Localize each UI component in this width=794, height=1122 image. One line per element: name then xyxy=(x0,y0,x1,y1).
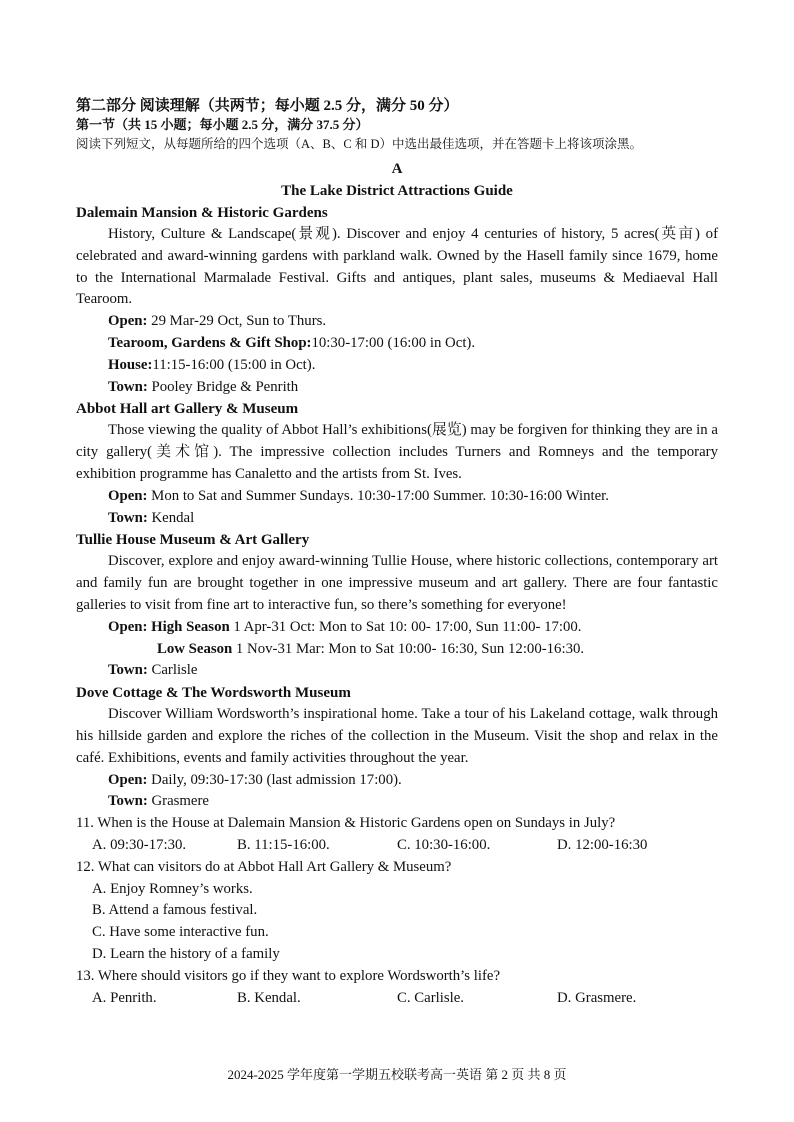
option-a: A. Penrith. xyxy=(92,989,157,1006)
option-b: B. Attend a famous festival. xyxy=(92,902,258,919)
open-hours xyxy=(76,770,718,792)
attraction-name: Tullie House Museum & Art Gallery xyxy=(76,532,310,549)
town-label: Town: xyxy=(108,793,148,810)
town-value: Kendal xyxy=(147,509,195,526)
house-value: 11:15-16:00 (15:00 in Oct). xyxy=(152,356,316,373)
question-stem: 12. What can visitors do at Abbot Hall Art Gallery & Museum? xyxy=(76,858,452,875)
town-label: Town: xyxy=(108,378,148,395)
open-hours xyxy=(76,311,718,333)
attraction-description: Discover, explore and enjoy award-winning Tullie House, where historic collections, contemporary art and family fun are brought together in one impressive museum and art gallery. There are four fantastic galleries to visit from fine art to interactive fun, so there’s something for everyone! xyxy=(76,553,718,613)
option-c: C. 10:30-16:00. xyxy=(397,836,491,853)
town-value: Carlisle xyxy=(147,662,198,679)
open-hours-high xyxy=(76,617,718,639)
house-label: House: xyxy=(108,356,153,373)
attraction-description: Discover William Wordsworth’s inspirational home. Take a tour of his Lakeland cottage, walk through his hillside garden and explore the riches of the collection in the Museum. Visit the shop and relax in the café. Exhibitions, events and family activities throughout the year. xyxy=(76,706,718,766)
open-hours-low xyxy=(76,639,718,661)
instructions: 阅读下列短文，从每题所给的四个选项（A、B、C 和 D）中选出最佳选项，并在答题卡上将该项涂黑。 xyxy=(76,137,642,151)
low-season-label: Low Season xyxy=(157,640,233,657)
town xyxy=(76,660,718,682)
tearoom-label: Tearoom, Gardens & Gift Shop: xyxy=(108,334,312,351)
passage-letter: A xyxy=(391,161,403,177)
town-value: Pooley Bridge & Penrith xyxy=(147,378,299,395)
option-c: C. Carlisle. xyxy=(397,989,464,1006)
tearoom-value: 10:30-17:00 (16:00 in Oct). xyxy=(311,334,476,351)
open-label: Open: xyxy=(108,618,148,635)
town-label: Town: xyxy=(108,662,148,679)
house-hours xyxy=(76,355,718,377)
attraction-name: Dalemain Mansion & Historic Gardens xyxy=(76,205,328,221)
option-a: A. Enjoy Romney’s works. xyxy=(92,880,253,897)
question-stem: 11. When is the House at Dalemain Mansion & Historic Gardens open on Sundays in July? xyxy=(76,815,616,832)
open-value: Daily, 09:30-17:30 (last admission 17:00). xyxy=(147,771,402,788)
open-value: 29 Mar-29 Oct, Sun to Thurs. xyxy=(147,313,327,330)
option-row xyxy=(76,835,718,857)
option-c: C. Have some interactive fun. xyxy=(92,924,269,941)
option-row xyxy=(76,988,718,1010)
open-label: Open: xyxy=(108,313,148,330)
town xyxy=(76,508,718,530)
open-label: Open: xyxy=(108,487,148,504)
open-hours xyxy=(76,486,718,508)
option-b: B. 11:15-16:00. xyxy=(237,836,330,853)
question-stem: 13. Where should visitors go if they want to explore Wordsworth’s life? xyxy=(76,967,501,984)
passage-title: The Lake District Attractions Guide xyxy=(281,183,513,199)
high-season-value: 1 Apr-31 Oct: Mon to Sat 10: 00- 17:00, Sun 11:00- 17:00. xyxy=(229,618,582,635)
option-d: D. Learn the history of a family xyxy=(92,945,280,962)
exam-page xyxy=(76,96,718,1009)
town-value: Grasmere xyxy=(147,793,209,810)
attraction-name: Abbot Hall art Gallery & Museum xyxy=(76,401,299,418)
attraction-description: Those viewing the quality of Abbot Hall’s exhibitions(展览) may be forgiven for thinking they are in a city gallery(美术馆). The impressive collection includes Turners and Romneys and the temporary exhibition programme has Canaletto and the artists from St. Ives. xyxy=(76,422,718,482)
attraction-description: History, Culture & Landscape(景观). Discover and enjoy 4 centuries of history, 5 acres(英亩) of celebrated and award-winning gardens with parkland walk. Owned by the Hasell family since 1679, home to the International Marmalade Festival. Gifts and antiques, plant sales, museums & Mediaeval Hall Tearoom. xyxy=(76,226,718,308)
section-heading: 第一节（共 15 小题；每小题 2.5 分，满分 37.5 分） xyxy=(76,117,369,132)
town-label: Town: xyxy=(108,509,148,526)
option-d: D. Grasmere. xyxy=(557,989,637,1006)
part-heading: 第二部分 阅读理解（共两节；每小题 2.5 分，满分 50 分） xyxy=(76,98,459,114)
option-d: D. 12:00-16:30 xyxy=(557,836,648,853)
open-value: Mon to Sat and Summer Sundays. 10:30-17:00 Summer. 10:30-16:00 Winter. xyxy=(147,487,609,504)
town xyxy=(76,377,718,399)
attraction-name: Dove Cottage & The Wordsworth Museum xyxy=(76,685,351,702)
high-season-label: High Season xyxy=(147,618,230,635)
page-footer: 2024-2025 学年度第一学期五校联考高一英语 第 2 页 共 8 页 xyxy=(227,1067,567,1082)
option-b: B. Kendal. xyxy=(237,989,301,1006)
open-label: Open: xyxy=(108,771,148,788)
low-season-value: 1 Nov-31 Mar: Mon to Sat 10:00- 16:30, Sun 12:00-16:30. xyxy=(232,640,585,657)
town xyxy=(76,791,718,813)
tearoom-hours xyxy=(76,333,718,355)
option-a: A. 09:30-17:30. xyxy=(92,836,187,853)
